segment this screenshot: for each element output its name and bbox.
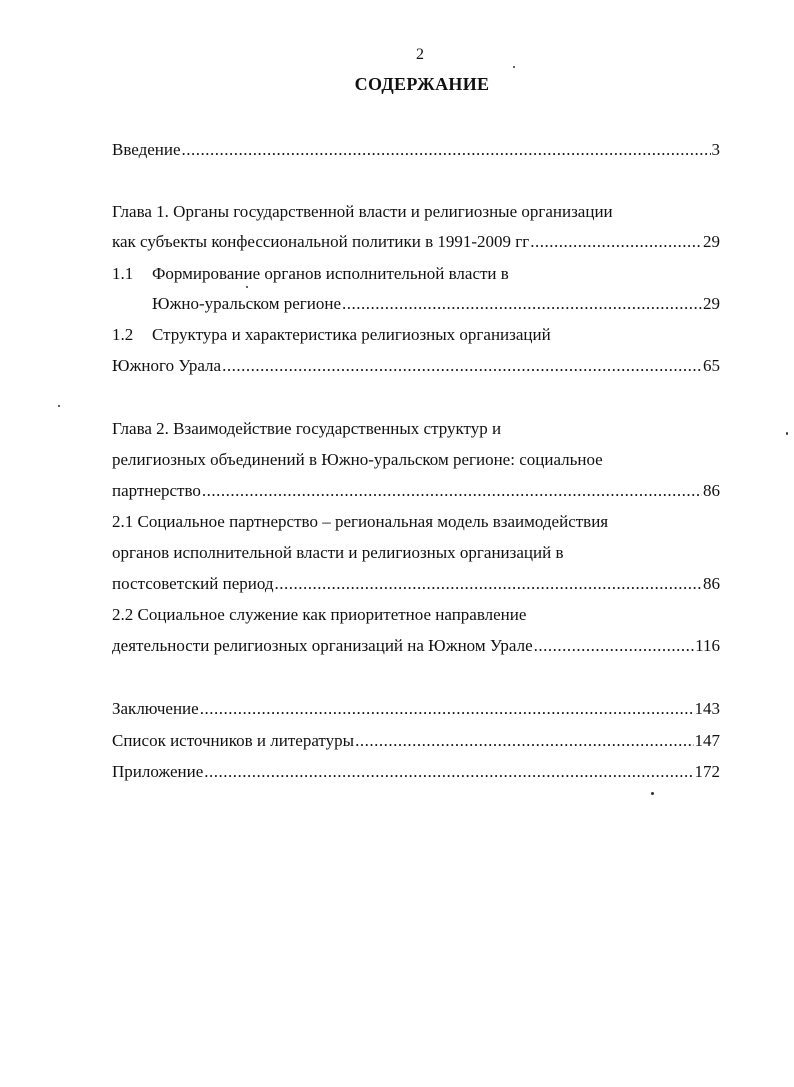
toc-title: СОДЕРЖАНИЕ <box>354 74 490 94</box>
section-1-1-line-1 <box>112 264 509 284</box>
toc-page-ref: 147 <box>694 731 720 750</box>
dot-leader <box>200 699 694 719</box>
toc-label: Заключение <box>112 699 199 718</box>
section-number: 1.1 <box>112 264 134 283</box>
scan-speck <box>786 432 788 435</box>
toc-label: Приложение <box>112 762 204 781</box>
dot-leader <box>534 636 694 656</box>
toc-page-ref: 86 <box>703 574 720 593</box>
toc-page-ref: 116 <box>695 636 720 655</box>
page-number: 2 <box>416 46 424 63</box>
section-number: 1.2 <box>112 325 134 344</box>
dot-leader <box>355 731 693 751</box>
scan-speck <box>651 792 654 795</box>
scan-speck <box>246 286 248 288</box>
toc-page-ref: 29 <box>703 294 720 313</box>
section-2-2-line-1: 2.2 Социальное служение как приоритетное направление <box>112 605 527 624</box>
toc-label: Южно-уральском регионе <box>152 294 342 313</box>
toc-entry-section-2-1 <box>112 574 720 594</box>
toc-page-ref: 29 <box>703 232 720 251</box>
chapter-2-title-line-1: Глава 2. Взаимодействие государственных структур и <box>112 419 502 438</box>
toc-page-ref: 86 <box>703 481 720 500</box>
dot-leader <box>222 356 702 376</box>
toc-entry-section-2-2 <box>112 636 720 656</box>
toc-label: Список источников и литературы <box>112 731 355 750</box>
chapter-2-title-line-2: религиозных объединений в Южно-уральском регионе: социальное <box>112 450 603 469</box>
toc-label: Введение <box>112 140 181 159</box>
toc-entry-appendix <box>112 762 720 782</box>
toc-entry-chapter-2 <box>112 481 720 501</box>
toc-entry-conclusion <box>112 699 720 719</box>
toc-entry-section-1-1 <box>152 294 720 314</box>
toc-page-ref: 143 <box>694 699 720 718</box>
toc-entry-sources <box>112 731 720 751</box>
scan-speck <box>513 66 515 68</box>
dot-leader <box>204 762 693 782</box>
toc-label: партнерство <box>112 481 201 500</box>
toc-page-ref: 65 <box>703 356 720 375</box>
toc-entry-chapter-1 <box>112 232 720 252</box>
toc-label: как субъекты конфессиональной политики в 1991-2009 гг <box>112 232 530 251</box>
dot-leader <box>202 481 702 501</box>
section-2-1-line-1: 2.1 Социальное партнерство – региональная модель взаимодействия <box>112 512 609 531</box>
dot-leader <box>275 574 702 594</box>
toc-entry-section-1-2 <box>112 356 720 376</box>
toc-page-ref: 3 <box>711 140 720 159</box>
dot-leader <box>182 140 711 160</box>
toc-label: деятельности религиозных организаций на Южном Урале <box>112 636 533 655</box>
dot-leader <box>342 294 702 314</box>
section-title: Формирование органов исполнительной власти в <box>152 264 509 283</box>
toc-label: Южного Урала <box>112 356 222 375</box>
toc-entry-intro <box>112 140 720 160</box>
toc-page-ref: 172 <box>694 762 720 781</box>
toc-label: постсоветский период <box>112 574 274 593</box>
section-2-1-line-2: органов исполнительной власти и религиозных организаций в <box>112 543 564 562</box>
section-title: Структура и характеристика религиозных организаций <box>152 325 551 344</box>
chapter-1-title-line-1: Глава 1. Органы государственной власти и религиозные организации <box>112 202 613 221</box>
section-1-2-line-1 <box>112 325 551 345</box>
scan-speck <box>58 405 60 407</box>
dot-leader <box>530 232 702 252</box>
